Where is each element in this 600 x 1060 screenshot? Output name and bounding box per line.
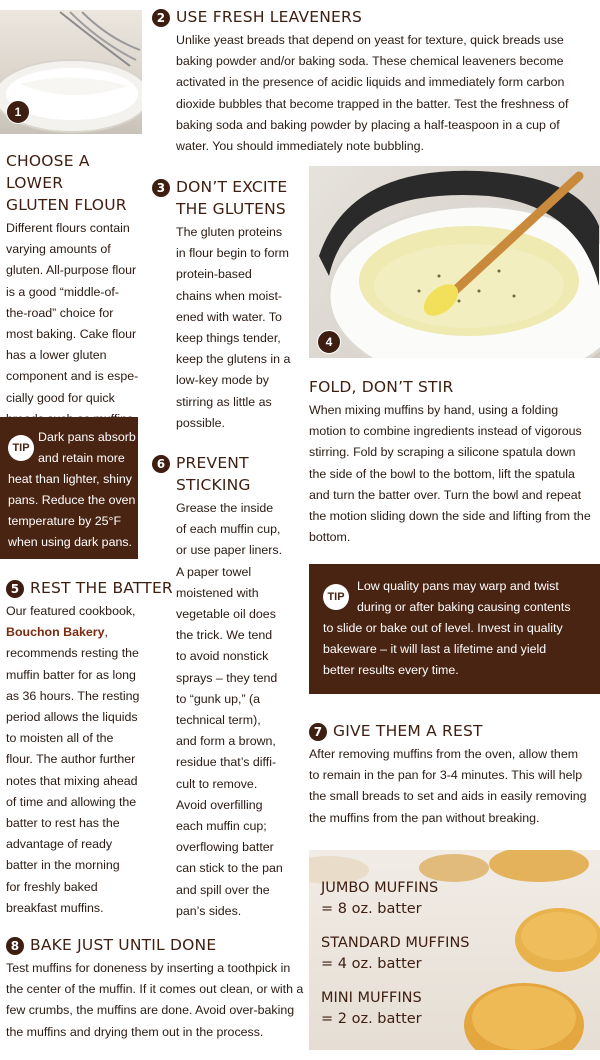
tip-line: better results every time.: [323, 663, 459, 677]
body-line: stirring. Fold by scraping a silicone spatula down: [309, 445, 576, 460]
step-number-badge: 3: [152, 179, 170, 197]
body-line: the muffins from the pan without breaking.: [309, 810, 540, 825]
body-line: notes that mixing ahead: [6, 773, 138, 788]
section-heading: [6, 150, 146, 216]
section-heading: [152, 6, 592, 28]
body-line: and form a brown,: [176, 734, 276, 749]
mini-muffins-value: = 2 oz. batter: [321, 1011, 422, 1027]
body-line: keep things tender,: [176, 331, 281, 346]
body-line: component and is espe-: [6, 369, 139, 384]
body-line: The gluten proteins: [176, 225, 283, 239]
tip-line: when using dark pans.: [8, 535, 132, 549]
body-line: recommends resting the: [6, 646, 139, 661]
body-line: residue that’s diffi-: [176, 755, 277, 770]
body-line: the center of the muffin. If it comes out clean, or with a: [6, 982, 304, 997]
standard-muffins-value: = 4 oz. batter: [321, 956, 422, 972]
section-choose-lower-gluten-flour: [6, 150, 146, 430]
heading-line: GLUTEN FLOUR: [6, 196, 127, 214]
section-use-fresh-leaveners: [152, 6, 592, 157]
step-number-badge: 2: [152, 9, 170, 27]
standard-muffins-label: STANDARD MUFFINS: [321, 935, 470, 951]
section-dont-excite-glutens: [152, 176, 302, 434]
body-line: stirring as little as: [176, 394, 272, 409]
mini-muffins-label: MINI MUFFINS: [321, 990, 422, 1006]
body-line: Grease the inside: [176, 501, 274, 515]
tip-dark-pans: [0, 417, 138, 559]
body-line: advantage of ready: [6, 837, 113, 852]
section-heading: [152, 176, 302, 220]
body-line: breakfast muffins.: [6, 900, 104, 915]
body-line: in flour begin to form: [176, 246, 289, 261]
body-line: batter to rest has the: [6, 816, 120, 831]
tip-line: Low quality pans may warp and twist: [357, 579, 559, 593]
body-line: dioxide bubbles that become trapped in the batter. Test the freshness of: [176, 96, 569, 111]
body-line: A paper towel: [176, 564, 252, 579]
body-line: to avoid nonstick: [176, 649, 269, 664]
heading-line: STICKING: [176, 476, 251, 494]
body-line: each muffin cup;: [176, 819, 267, 834]
tip-line: Dark pans absorb: [38, 430, 136, 444]
body-line: cially good for quick: [6, 390, 115, 405]
body-line: has a lower gluten: [6, 348, 107, 363]
body-line: is a good “middle-of-: [6, 284, 119, 299]
body-line: Different flours contain: [6, 221, 130, 235]
body-line: Our featured cookbook,: [6, 604, 136, 618]
section-heading: FOLD, DON’T STIR: [309, 378, 454, 396]
body-line: the trick. We tend: [176, 628, 273, 643]
body-line: can stick to the pan: [176, 861, 283, 876]
body-line: chains when moist-: [176, 288, 283, 303]
tip-line: and retain more: [38, 451, 125, 465]
flour-photo: [0, 10, 142, 134]
heading-text: USE FRESH LEAVENERS: [176, 8, 363, 26]
body-line: bottom.: [309, 530, 351, 545]
body-line: sprays – they tend: [176, 670, 278, 685]
photo-number-badge: 4: [317, 330, 341, 354]
heading-line: THE GLUTENS: [176, 200, 286, 218]
body-line: low-key mode by: [176, 373, 269, 388]
body-line: varying amounts of: [6, 242, 111, 257]
section-body: [176, 498, 302, 922]
body-line: the motion sliding down the side and lifting from the: [309, 509, 591, 524]
tip-line: heat than lighter, shiny: [8, 472, 132, 486]
body-line: water. You should immediately note bubbling.: [176, 139, 424, 154]
jumbo-muffins-label: JUMBO MUFFINS: [321, 880, 439, 896]
body-line: to moisten all of the: [6, 731, 114, 746]
body-line: baking powder and/or baking soda. These chemical leaveners become: [176, 54, 564, 69]
tip-line: pans. Reduce the oven: [8, 493, 136, 507]
body-line: and spill over the: [176, 882, 270, 897]
body-line: Unlike yeast breads that depend on yeast for texture, quick breads use: [176, 33, 564, 47]
body-line: the muffins and drying them out in the process.: [6, 1024, 264, 1039]
section-body: [176, 30, 592, 157]
heading-text: BAKE JUST UNTIL DONE: [30, 936, 217, 954]
body-line: Test muffins for doneness by inserting a toothpick in: [6, 961, 291, 975]
body-line: muffin batter for as long: [6, 667, 136, 682]
body-line: of each muffin cup,: [176, 522, 281, 537]
muffin-sizes: [321, 878, 470, 1030]
batter-bowl-photo: [309, 166, 600, 358]
section-body: [6, 601, 148, 919]
heading-text: GIVE THEM A REST: [333, 722, 483, 740]
body-line: batter in the morning: [6, 858, 120, 873]
section-give-them-a-rest: [309, 720, 599, 829]
body-line: baking soda and baking powder by placing a half-teaspoon in a cup of: [176, 117, 560, 132]
body-line: of time and allowing the: [6, 794, 137, 809]
muffin-tin-photo: [309, 850, 600, 1050]
body-line: overflowing batter: [176, 840, 274, 855]
body-line: or use paper liners.: [176, 543, 283, 558]
tip-line: temperature by 25°F: [8, 514, 122, 528]
section-heading: [309, 720, 599, 742]
body-line: most baking. Cake flour: [6, 327, 137, 342]
section-heading: [6, 934, 306, 956]
section-bake-just-until-done: [6, 934, 306, 1043]
body-line: protein-based: [176, 267, 252, 282]
body-line: the small breads to set and aids in easily removing: [309, 789, 587, 804]
body-line: motion to combine ingredients instead of vigorous: [309, 424, 582, 439]
heading-line: PREVENT: [176, 454, 249, 472]
heading-text: REST THE BATTER: [30, 579, 173, 597]
body-line: moistened with: [176, 585, 259, 600]
body-line: as 36 hours. The resting: [6, 688, 140, 703]
step-number-badge: 8: [6, 937, 24, 955]
tip-text: [323, 564, 592, 681]
body-line: for freshly baked: [6, 879, 98, 894]
body-line: activated in the presence of acidic liquids and immediately form carbon: [176, 75, 565, 90]
section-body: [176, 222, 302, 434]
body-line: When mixing muffins by hand, using a folding: [309, 403, 559, 417]
body-line: flour. The author further: [6, 752, 136, 767]
body-line: After removing muffins from the oven, allow them: [309, 747, 579, 761]
section-heading: [6, 577, 173, 599]
section-heading: [152, 452, 302, 496]
bowl-spatula-illustration: [309, 166, 600, 358]
photo-number-badge: 1: [6, 100, 30, 124]
section-body: [6, 218, 146, 430]
body-line: to “gunk up,” (a: [176, 691, 261, 706]
body-line: ened with water. To: [176, 309, 282, 324]
body-line: cult to remove.: [176, 776, 258, 791]
section-body: [309, 400, 599, 548]
body-line: vegetable oil does: [176, 607, 276, 622]
body-line: few crumbs, the muffins are done. Avoid over-baking: [6, 1003, 295, 1018]
brand-comma: ,: [104, 625, 108, 640]
body-line: technical term),: [176, 713, 261, 728]
section-body: [309, 744, 599, 829]
heading-line: CHOOSE A LOWER: [6, 152, 90, 192]
body-line: the side of the bowl to the bottom, lift the spatula: [309, 466, 575, 481]
body-line: and turn the batter over. Turn the bowl and repeat: [309, 487, 582, 502]
tip-low-quality-pans: [309, 564, 600, 694]
heading-line: DON’T EXCITE: [176, 178, 288, 196]
tip-badge: TIP: [323, 584, 349, 610]
jumbo-muffins-value: = 8 oz. batter: [321, 901, 422, 917]
body-line: the-road” choice for: [6, 305, 114, 320]
tip-line: during or after baking causing contents: [357, 600, 571, 614]
section-body: [6, 958, 306, 1043]
cookbook-link[interactable]: Bouchon Bakery: [6, 625, 105, 640]
section-prevent-sticking: [152, 452, 302, 922]
tip-line: bakeware – it will last a lifetime and yield: [323, 642, 547, 656]
body-line: pan’s sides.: [176, 903, 242, 918]
section-fold-dont-stir: [309, 376, 599, 548]
tip-badge: TIP: [8, 435, 34, 461]
body-line: possible.: [176, 415, 225, 430]
tip-line: to slide or bake out of level. Invest in quality: [323, 621, 563, 635]
body-line: period allows the liquids: [6, 710, 138, 725]
step-number-badge: 5: [6, 580, 24, 598]
step-number-badge: 6: [152, 455, 170, 473]
body-line: gluten. All-purpose flour: [6, 263, 137, 278]
step-number-badge: 7: [309, 723, 327, 741]
body-line: to remain in the pan for 3-4 minutes. This will help: [309, 768, 583, 783]
body-line: Avoid overfilling: [176, 797, 263, 812]
body-line: keep the glutens in a: [176, 352, 291, 367]
section-rest-the-batter: [6, 577, 173, 919]
